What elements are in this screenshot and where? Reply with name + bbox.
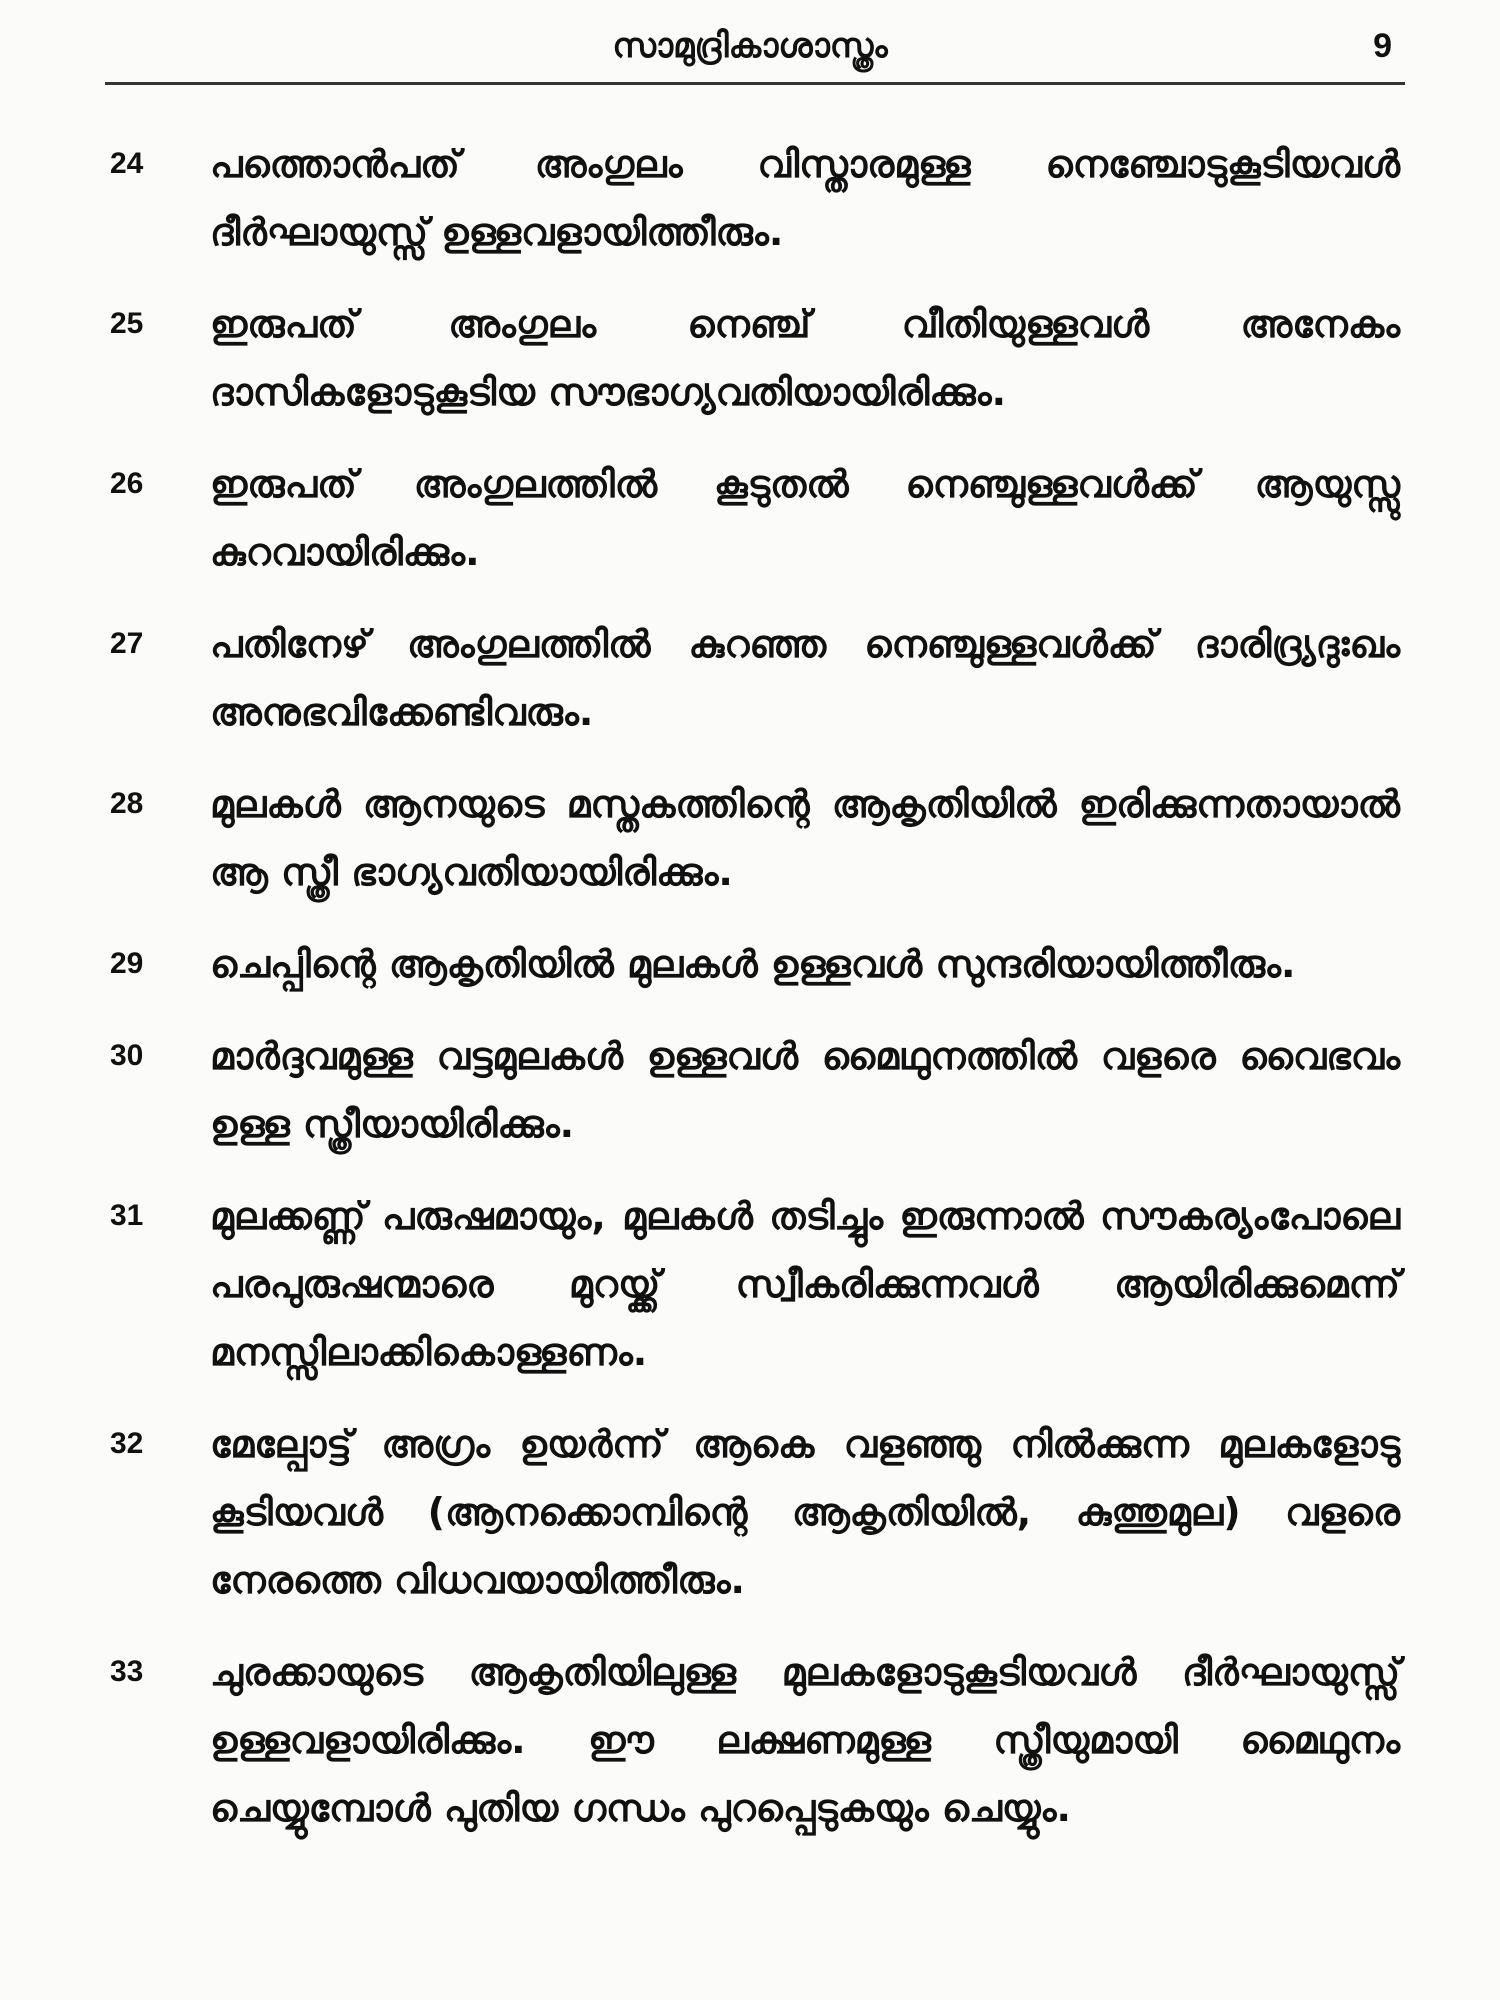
verse-text: പത്തൊൻപത് അംഗുലം വിസ്താരമുള്ള നെഞ്ചോടുകൂടിയവൾ ദീർഘായുസ്സ് ഉള്ളവളായിത്തീരും. [210,142,1400,254]
verse-number: 32 [110,1427,144,1460]
verse-number: 30 [110,1039,144,1072]
verse-text: മുലക്കണ്ണ് പരുഷമായും, മുലകൾ തടിച്ചും ഇരുന്നാൽ സൗകര്യംപോലെ പരപുരുഷന്മാരെ മുറയ്ക്ക് സ്വീകരിക്കുന്നവൾ ആയിരിക്കുമെന്ന് മനസ്സിലാക്കികൊള്ളണം. [210,1194,1400,1374]
verse-number: 33 [110,1655,144,1688]
verse-25 [110,290,1400,426]
verse-list [110,130,1400,1866]
verse-number: 28 [110,787,144,820]
verse-text: ചുരക്കായുടെ ആകൃതിയിലുള്ള മുലകളോടുകൂടിയവൾ ദീർഘായുസ്സ് ഉള്ളവളായിരിക്കും. ഈ ലക്ഷണമുള്ള സ്ത്രീയുമായി മൈഥുനം ചെയ്യുമ്പോൾ പുതിയ ഗന്ധം പുറപ്പെടുകയും ചെയ്യും. [210,1650,1400,1830]
verse-number: 24 [110,147,144,180]
verse-text: മുലകൾ ആനയുടെ മസ്തകത്തിന്റെ ആകൃതിയിൽ ഇരിക്കുന്നതായാൽ ആ സ്ത്രീ ഭാഗ്യവതിയായിരിക്കും. [210,782,1400,894]
verse-text: പതിനേഴ് അംഗുലത്തിൽ കുറഞ്ഞ നെഞ്ചുള്ളവൾക്ക് ദാരിദ്ര്യദുഃഖം അനുഭവിക്കേണ്ടിവരും. [210,622,1400,734]
verse-number: 26 [110,467,144,500]
verse-text: ഇരുപത് അംഗുലത്തിൽ കൂടുതൽ നെഞ്ചുള്ളവൾക്ക് ആയുസ്സു കുറവായിരിക്കും. [210,462,1400,574]
verse-text: മേല്പോട്ട് അഗ്രം ഉയർന്ന് ആകെ വളഞ്ഞു നിൽക്കുന്ന മുലകളോടു കൂടിയവൾ (ആനക്കൊമ്പിന്റെ ആകൃതിയിൽ, കുത്തുമുല) വളരെ നേരത്തെ വിധവയായിത്തീരും. [210,1422,1400,1602]
verse-27 [110,610,1400,746]
verse-30 [110,1022,1400,1158]
verse-31 [110,1182,1400,1386]
header-rule [105,82,1405,85]
verse-text: ചെപ്പിന്റെ ആകൃതിയിൽ മുലകൾ ഉള്ളവൾ സുന്ദരിയായിത്തീരും. [210,942,1296,986]
verse-24 [110,130,1400,266]
verse-number: 31 [110,1199,144,1232]
verse-number: 29 [110,947,144,980]
running-title: സാമുദ്രികാശാസ്ത്രം [612,26,888,66]
verse-number: 27 [110,627,144,660]
verse-text: ഇരുപത് അംഗുലം നെഞ്ച് വീതിയുള്ളവൾ അനേകം ദാസികളോടുകൂടിയ സൗഭാഗ്യവതിയായിരിക്കും. [210,302,1400,414]
verse-29 [110,930,1400,998]
verse-33 [110,1638,1400,1842]
verse-26 [110,450,1400,586]
page-number: 9 [1373,27,1392,65]
verse-text: മാർദ്ദവമുള്ള വട്ടമുലകൾ ഉള്ളവൾ മൈഥുനത്തിൽ വളരെ വൈഭവം ഉള്ള സ്ത്രീയായിരിക്കും. [210,1034,1400,1146]
verse-number: 25 [110,307,144,340]
verse-28 [110,770,1400,906]
running-header [0,18,1500,74]
verse-32 [110,1410,1400,1614]
